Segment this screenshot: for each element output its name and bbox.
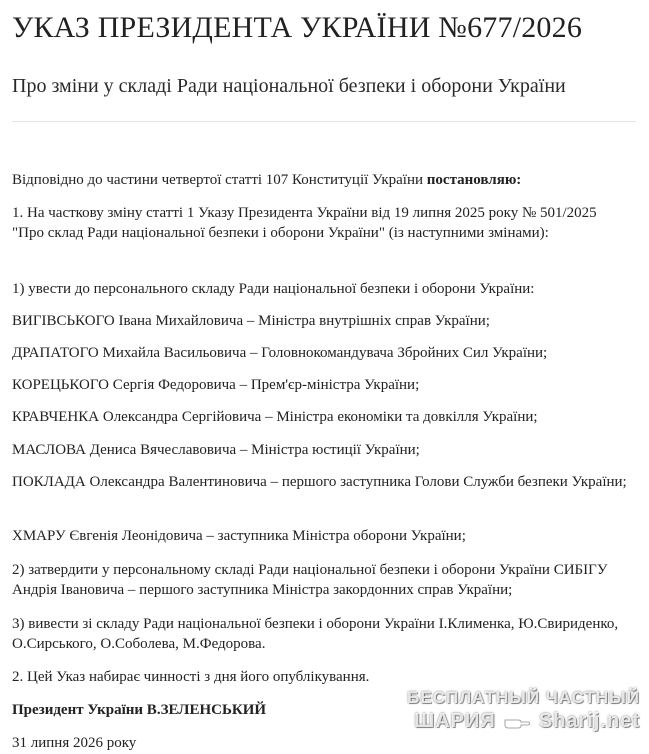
member-details: Сергія Федоровича – Прем'єр-міністра України;: [109, 377, 420, 393]
member-line: [12, 311, 630, 331]
member-details: Михайла Васильовича – Головнокомандувача Збройних Сил України;: [98, 345, 548, 361]
document-date: 31 липня 2026 року: [12, 735, 137, 751]
preamble: [12, 170, 630, 190]
clause-2: 2. Цей Указ набирає чинності з дня його опублікування.: [12, 669, 370, 685]
member-line: [12, 375, 630, 395]
page-subtitle: Про зміни у складі Ради національної безпеки і оборони України: [12, 75, 566, 97]
watermark-left-text: ШАРИЯ: [414, 710, 496, 732]
member-details: Олександра Валентиновича – першого заступника Голови Служби безпеки України;: [85, 474, 627, 490]
member-surname: КРАВЧЕНКА: [12, 409, 100, 425]
preamble-text: Відповідно до частини четвертої статті 107 Конституції України: [12, 172, 427, 188]
watermark-line-1: БЕСПЛАТНЫЙ ЧАСТНЫЙ: [407, 688, 640, 707]
subclause-3: 3) вивести зі складу Ради національної безпеки і оборони України І.Клименка, Ю.Свириденко, О.Сирського, О.Соболева, М.Федорова.: [12, 616, 619, 652]
member-surname: ДРАПАТОГО: [12, 345, 99, 361]
member-surname: МАСЛОВА: [12, 442, 86, 458]
preamble-bold: постановляю:: [426, 172, 522, 188]
member-details: Івана Михайловича – Міністра внутрішніх справ України;: [114, 313, 490, 329]
signature: Президент України В.ЗЕЛЕНСЬКИЙ: [12, 702, 267, 718]
clause-1: 1. На часткову зміну статті 1 Указу Президента України від 19 липня 2025 року № 501/2025 "Про склад Ради національної безпеки і оборони України" (із наступними змінами):: [12, 205, 597, 241]
member-line: [12, 526, 630, 546]
member-surname: ПОКЛАДА: [12, 474, 86, 490]
member-details: Олександра Сергійовича – Міністра економіки та довкілля України;: [99, 409, 538, 425]
member-line: [12, 407, 630, 427]
member-details: Дениса Вячеславовича – Міністра юстиції України;: [85, 442, 420, 458]
watermark-right-text: Sharij.net: [538, 710, 640, 732]
page-title: УКАЗ ПРЕЗИДЕНТА УКРАЇНИ №677/2026: [12, 11, 583, 44]
member-details: Євгенія Леонідовича – заступника Міністра оборони України;: [65, 528, 466, 544]
member-line: [12, 343, 630, 363]
title-divider: [12, 121, 636, 122]
member-line: [12, 472, 630, 492]
member-line: [12, 440, 630, 460]
member-surname: КОРЕЦЬКОГО: [12, 377, 110, 393]
member-surname: ВИГІВСЬКОГО: [12, 313, 115, 329]
subclause-1-intro: 1) увести до персонального складу Ради національної безпеки і оборони України:: [12, 281, 535, 297]
member-surname: ХМАРУ: [12, 528, 66, 544]
subclause-2: 2) затвердити у персональному складі Ради національної безпеки і оборони України СИБІГУ Андрія Івановича – першого заступника Міністра закордонних справ України;: [12, 562, 608, 598]
